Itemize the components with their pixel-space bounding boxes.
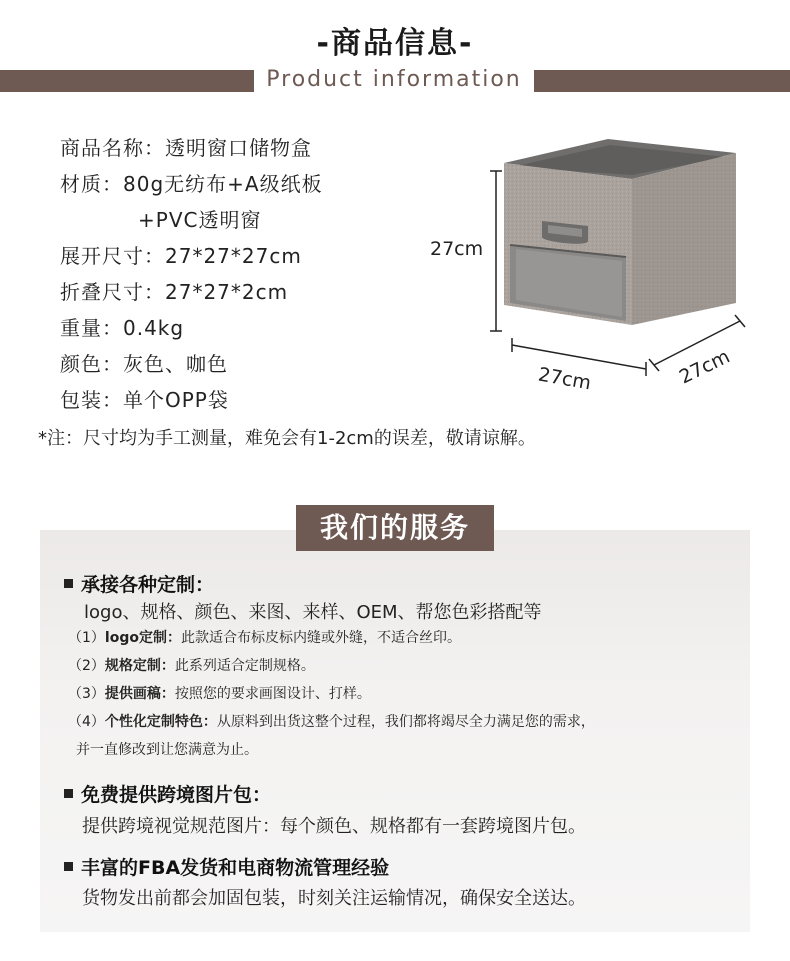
square-bullet-icon [64, 862, 73, 871]
measurement-note: *注：尺寸均为手工测量，难免会有1-2cm的误差，敬请谅解。 [38, 428, 536, 449]
product-specs [60, 130, 323, 418]
dimension-width-label: 27cm [536, 363, 593, 395]
spec-color: 颜色：灰色、咖色 [60, 352, 228, 376]
custom-item: （3）提供画稿：按照您的要求画图设计、打样。 [68, 686, 371, 702]
fba-title: 丰富的FBA发货和电商物流管理经验 [64, 853, 389, 880]
square-bullet-icon [64, 789, 73, 798]
dimension-height-label: 27cm [430, 238, 484, 260]
spec-material-cont: +PVC透明窗 [138, 208, 262, 232]
image-pack-title: 免费提供跨境图片包： [64, 780, 271, 807]
page-title: -商品信息- [316, 26, 474, 61]
custom-item: （2）规格定制：此系列适合定制规格。 [68, 658, 315, 674]
services-heading: 我们的服务 [296, 505, 494, 551]
customization-title: 承接各种定制： [64, 570, 214, 597]
spec-packaging: 包装：单个OPP袋 [60, 388, 229, 412]
dimension-depth-label: 27cm [675, 345, 734, 389]
customization-subtitle: logo、规格、颜色、来图、来样、OEM、帮您色彩搭配等 [84, 602, 542, 623]
image-pack-text: 提供跨境视觉规范图片：每个颜色、规格都有一套跨境图片包。 [82, 816, 586, 837]
page-subtitle: Product information [254, 64, 534, 94]
fba-text: 货物发出前都会加固包装，时刻关注运输情况，确保安全送达。 [82, 888, 586, 909]
custom-item: （4）个性化定制特色：从原料到出货这整个过程，我们都将竭尽全力满足您的需求， [68, 714, 595, 730]
spec-weight: 重量：0.4kg [60, 316, 185, 340]
custom-item-continuation: 并一直修改到让您满意为止。 [76, 742, 258, 758]
spec-name: 商品名称：透明窗口储物盒 [60, 136, 312, 160]
spec-material: 材质：80g无纺布+A级纸板 [60, 172, 323, 196]
spec-unfolded-size: 展开尺寸：27*27*27cm [60, 244, 302, 268]
custom-item: （1）logo定制：此款适合布标皮标内缝或外缝，不适合丝印。 [68, 630, 461, 646]
spec-folded-size: 折叠尺寸：27*27*2cm [60, 280, 289, 304]
square-bullet-icon [64, 579, 73, 588]
